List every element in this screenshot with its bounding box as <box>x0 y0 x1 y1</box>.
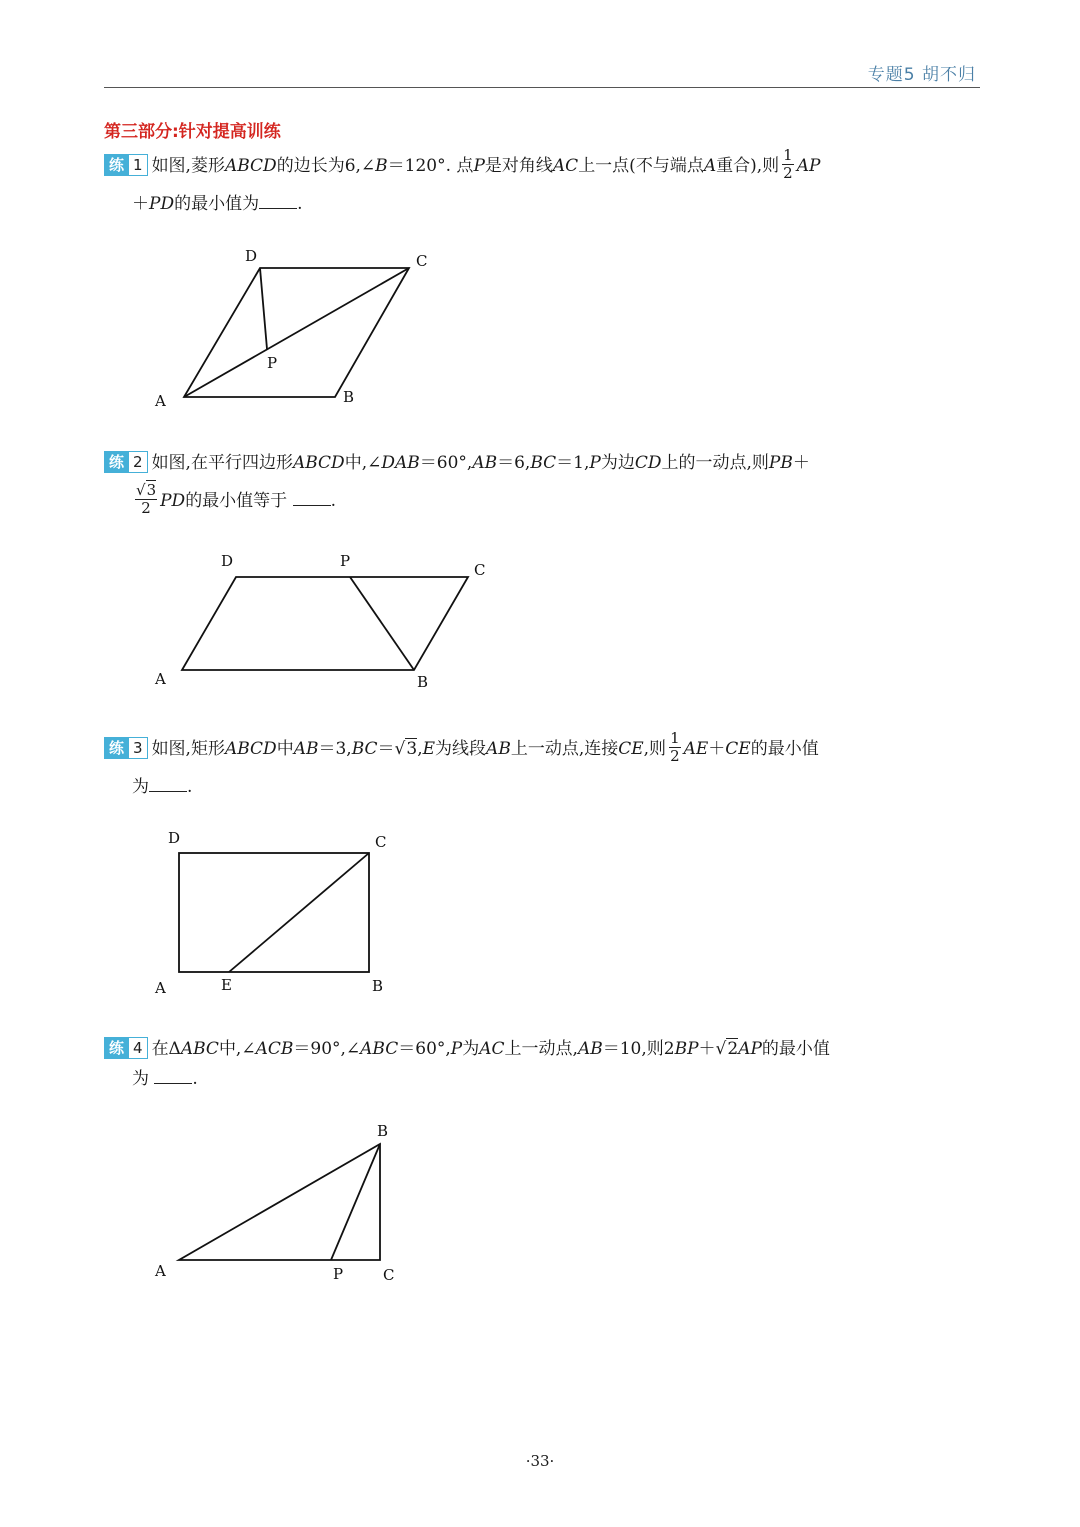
fig1-label-p: P <box>267 354 278 372</box>
math-var: AC <box>479 1039 505 1059</box>
text: 如图,矩形 <box>151 739 225 759</box>
fig2-label-b: B <box>417 673 429 691</box>
math-var: AP <box>796 156 821 176</box>
badge-number: 2 <box>129 451 148 473</box>
badge-number: 1 <box>129 154 148 176</box>
fig4-label-c: C <box>383 1266 395 1284</box>
text: ＝120°. 点 <box>387 156 474 176</box>
text: 上的一动点,则 <box>661 453 769 473</box>
sqrt: √2 <box>715 1039 739 1059</box>
fig1-label-b: B <box>343 388 355 406</box>
math-var: AB <box>486 739 511 759</box>
text: 为 <box>132 777 149 797</box>
fig3-label-b: B <box>372 977 384 995</box>
text: 上一动点, <box>504 1039 578 1059</box>
text: 重合),则 <box>716 156 780 176</box>
page-number: ·33· <box>525 1452 555 1470</box>
text: 如图,在平行四边形 <box>151 453 293 473</box>
text: ＝60°, <box>398 1039 451 1059</box>
text: . <box>192 1069 198 1089</box>
math-var: ABCD <box>224 739 277 759</box>
text: ＝1, <box>556 453 590 473</box>
math-var: ABCD <box>292 453 345 473</box>
math-var: CE <box>618 739 644 759</box>
math-var: ACB <box>255 1039 294 1059</box>
badge-number: 4 <box>129 1037 148 1059</box>
parallelogram-outline <box>182 577 468 670</box>
math-var: B <box>375 156 388 176</box>
text: ＋ <box>792 453 810 473</box>
text: 为边 <box>600 453 635 473</box>
text: 在Δ <box>151 1039 181 1059</box>
segment-pb <box>350 577 414 670</box>
fraction-denominator: 2 <box>670 747 680 765</box>
text: 中,∠ <box>344 453 382 473</box>
header-title: 专题5 胡不归 <box>867 65 976 85</box>
math-var: AC <box>552 156 579 176</box>
math-var: P <box>589 453 601 473</box>
text: 上一动点,连接 <box>510 739 619 759</box>
math-var: E <box>422 739 436 759</box>
fraction-numerator: 1 <box>670 729 680 747</box>
fraction-numerator: √3 <box>136 481 157 499</box>
text: 中 <box>276 739 294 759</box>
fig3-label-a: A <box>155 979 166 997</box>
math-var: DAB <box>381 453 420 473</box>
math-var: AE <box>683 739 709 759</box>
text: ＝6, <box>497 453 531 473</box>
math-var: PB <box>768 453 793 473</box>
figure-3-rectangle <box>179 853 369 972</box>
text: 的最小值 <box>761 1039 830 1059</box>
segment-dp <box>260 268 267 349</box>
math-var: CD <box>634 453 662 473</box>
fig3-label-c: C <box>375 833 387 851</box>
text: ＝3, <box>318 739 352 759</box>
sqrt-radicand: 3 <box>406 739 418 759</box>
fig3-label-e: E <box>221 976 232 994</box>
sqrt-radicand: 3 <box>146 481 157 499</box>
fig4-label-b: B <box>377 1122 389 1140</box>
sqrt-radicand: 2 <box>727 1039 739 1059</box>
fraction-denominator: 2 <box>141 499 151 517</box>
badge-label: 练 <box>104 1037 129 1059</box>
fig1-label-c: C <box>416 252 428 270</box>
text: ＋ <box>132 194 149 214</box>
math-var: BP <box>674 1039 699 1059</box>
diagonal-ac <box>184 268 409 397</box>
math-var: AP <box>738 1039 762 1059</box>
figure-1-rhombus <box>184 268 409 397</box>
badge-label: 练 <box>104 451 129 473</box>
badge-label: 练 <box>104 737 129 759</box>
fig4-label-a: A <box>155 1262 166 1280</box>
sqrt: √3 <box>394 739 418 759</box>
text: 的最小值 <box>750 739 819 759</box>
math-var: PD <box>160 491 186 511</box>
text: . <box>297 194 303 214</box>
fraction-numerator: 1 <box>783 146 793 164</box>
text: 如图,菱形 <box>151 156 225 176</box>
math-var: BC <box>530 453 557 473</box>
segment-ec <box>229 853 369 972</box>
text: 的边长为6,∠ <box>276 156 376 176</box>
text: ＝90°,∠ <box>293 1039 361 1059</box>
figure-4-triangle <box>179 1144 380 1260</box>
math-var: P <box>473 156 485 176</box>
fig1-label-a: A <box>155 392 166 410</box>
text: ＋ <box>708 739 726 759</box>
triangle-outline <box>179 1144 380 1260</box>
math-var: ABCD <box>224 156 277 176</box>
text: 为线段 <box>435 739 487 759</box>
math-var: A <box>703 156 717 176</box>
math-var: AB <box>577 1039 603 1059</box>
text: . <box>187 777 193 797</box>
text: 为 <box>132 1069 149 1089</box>
text: 为 <box>462 1039 480 1059</box>
rectangle-outline <box>179 853 369 972</box>
math-var: P <box>450 1039 463 1059</box>
fig2-label-p: P <box>340 552 351 570</box>
badge-number: 3 <box>129 737 148 759</box>
fig1-label-d: D <box>245 247 258 265</box>
text: 的最小值为 <box>174 194 260 214</box>
segment-bp <box>331 1144 380 1260</box>
math-var: ABC <box>360 1039 399 1059</box>
fig2-label-c: C <box>474 561 486 579</box>
math-var: PD <box>149 194 175 214</box>
figure-2-parallelogram <box>182 577 468 670</box>
fig3-label-d: D <box>168 829 181 847</box>
fig4-label-p: P <box>333 1265 344 1283</box>
math-var: AB <box>472 453 498 473</box>
text: . <box>330 491 336 511</box>
text: 的最小值等于 <box>185 491 288 511</box>
text: 上一点(不与端点 <box>578 156 704 176</box>
text: ＝ <box>377 739 395 759</box>
section-title: 第三部分:针对提高训练 <box>104 122 281 142</box>
text: ＋ <box>698 1039 716 1059</box>
math-var: AB <box>293 739 319 759</box>
text: ＝60°, <box>419 453 473 473</box>
text: ,则 <box>643 739 667 759</box>
math-var: BC <box>351 739 378 759</box>
text: 中,∠ <box>218 1039 256 1059</box>
fraction-denominator: 2 <box>783 164 793 182</box>
fig2-label-d: D <box>221 552 234 570</box>
math-var: CE <box>725 739 751 759</box>
text: ＝10,则2 <box>602 1039 675 1059</box>
fig2-label-a: A <box>155 670 166 688</box>
text: , <box>417 739 423 759</box>
text: 是对角线 <box>484 156 553 176</box>
badge-label: 练 <box>104 154 129 176</box>
math-var: ABC <box>180 1039 219 1059</box>
